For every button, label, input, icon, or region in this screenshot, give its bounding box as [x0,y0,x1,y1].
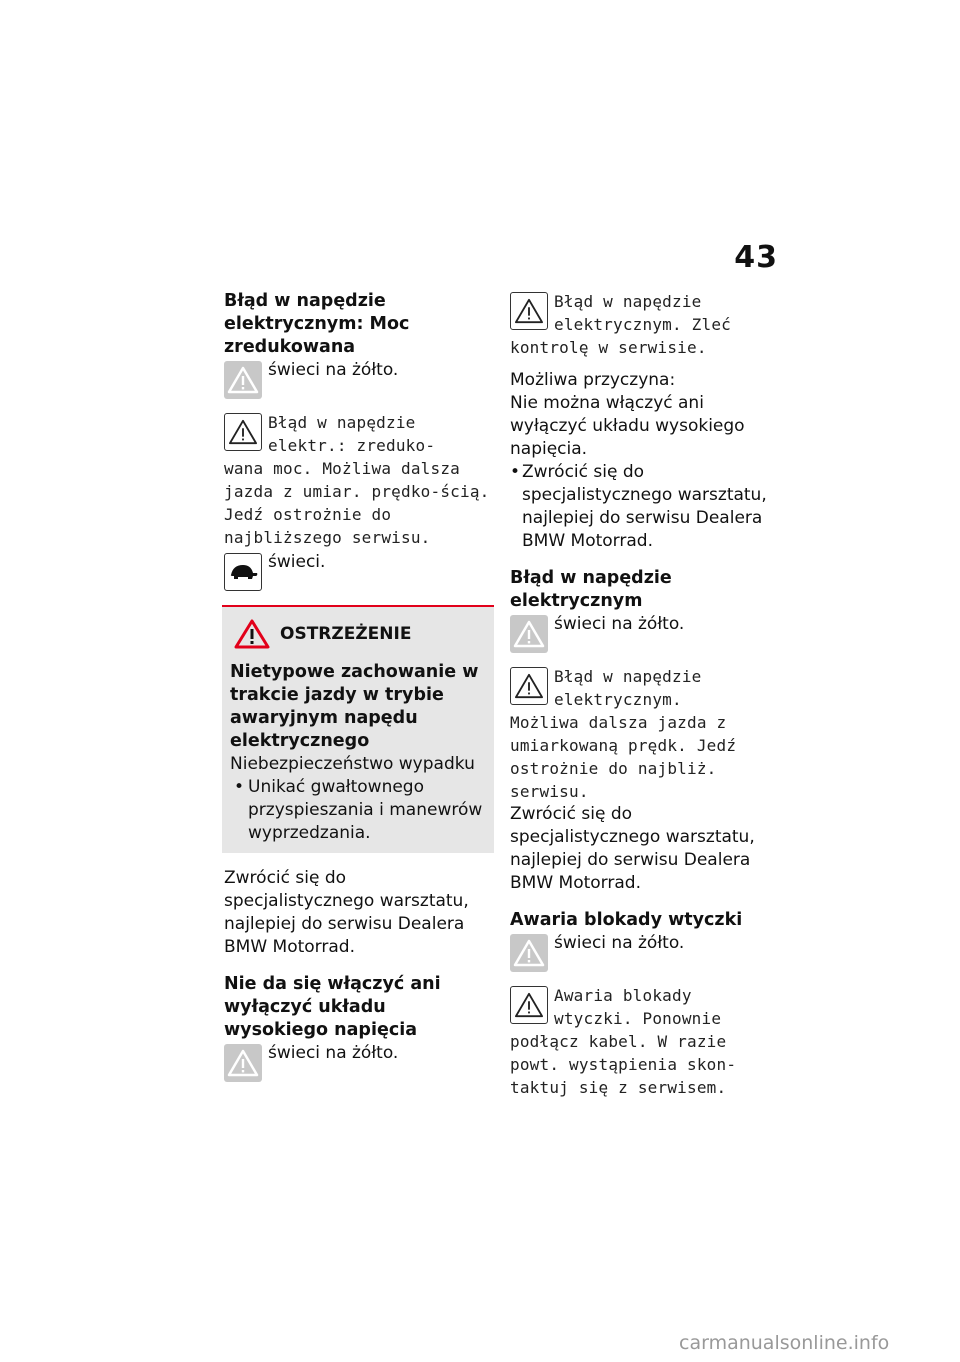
warning-bullet: • Unikać gwałtownego przyspieszania i manewrów wyprzedzania. [230,776,486,845]
section-heading: Nie da się włączyć ani wyłączyć układu wysokiego napięcia [224,974,441,1040]
cause-text: Nie można włączyć ani wyłączyć układu wysokiego napięcia. [510,393,745,459]
display-rest: Możliwa dalsza jazda z umiarkowaną prędk. Jedź ostrożnie do najbliż. serwisu. [510,713,737,801]
section-drive-fault [510,567,772,895]
warning-triangle-icon [510,615,548,653]
section-hv-system [224,973,492,1082]
section-hv-system-cont [510,290,772,553]
lamp-text: świeci na żółto. [554,614,685,634]
display-line: elektr.: zreduko- [268,436,436,455]
display-rest: kontrolę w serwisie. [510,338,707,357]
section-heading: Błąd w napędzie elektrycznym [510,568,672,611]
right-column [510,290,772,1113]
action-text: Zwrócić się do specjalistycznego warsztatu, najlepiej do serwisu Dealera BMW Motorrad. [510,804,755,893]
display-rest: podłącz kabel. W razie powt. wystąpienia skon-taktuj się z serwisem. [510,1032,737,1097]
display-message [510,984,772,1099]
warning-triangle-icon [510,292,548,330]
lamp-row [510,932,772,972]
display-line: Awaria blokady [554,986,692,1005]
display-line: Błąd w napędzie [554,292,702,311]
warning-triangle-icon [224,361,262,399]
display-line: wtyczki. Ponownie [554,1009,722,1028]
warning-triangle-icon [510,986,548,1024]
warning-heading: Nietypowe zachowanie w trakcie jazdy w trybie awaryjnym napędu elektrycznego [230,662,479,751]
warning-triangle-icon [224,413,262,451]
display-message [510,290,772,359]
page-number: 43 [734,240,778,275]
display-message [510,665,772,803]
lamp-text: świeci na żółto. [268,1043,399,1063]
lamp-row [510,613,772,653]
warning-title: OSTRZEŻENIE [280,624,412,644]
display-message [224,411,492,549]
turtle-row [224,551,492,591]
lamp-text: świeci na żółto. [268,360,399,380]
turtle-icon [224,553,262,591]
lamp-text: świeci na żółto. [554,933,685,953]
section-plug-lock [510,909,772,1099]
warning-risk: Niebezpieczeństwo wypadku [230,754,475,774]
action-bullet: • Zwrócić się do specjalistycznego warsztatu, najlepiej do serwisu Dealera BMW Motorrad. [510,461,772,553]
display-line: elektrycznym. [554,690,682,709]
section-power-reduced [224,290,492,591]
warning-triangle-icon [510,667,548,705]
red-warning-triangle-icon [234,619,270,649]
watermark: carmanualsonline.info [679,1332,890,1354]
action-text: Zwrócić się do specjalistycznego warsztatu, najlepiej do serwisu Dealera BMW Motorrad. [224,868,469,957]
warning-triangle-icon [224,1044,262,1082]
lamp-row [224,1042,492,1082]
section-heading: Błąd w napędzie elektrycznym: Moc zredukowana [224,291,410,357]
cause-label: Możliwa przyczyna: [510,370,676,390]
display-rest: wana moc. Możliwa dalsza jazda z umiar. prędko-ścią. Jedź ostrożnie do najbliższego serwisu. [224,459,490,547]
display-line: Błąd w napędzie [554,667,702,686]
warning-title-row [230,619,486,649]
display-line: Błąd w napędzie [268,413,416,432]
display-line: elektrycznym. Zleć [554,315,731,334]
section-heading: Awaria blokady wtyczki [510,910,743,930]
warning-triangle-icon [510,934,548,972]
warning-box [222,605,494,853]
left-column [224,290,492,1096]
lamp-row [224,359,492,399]
turtle-text: świeci. [268,552,326,572]
